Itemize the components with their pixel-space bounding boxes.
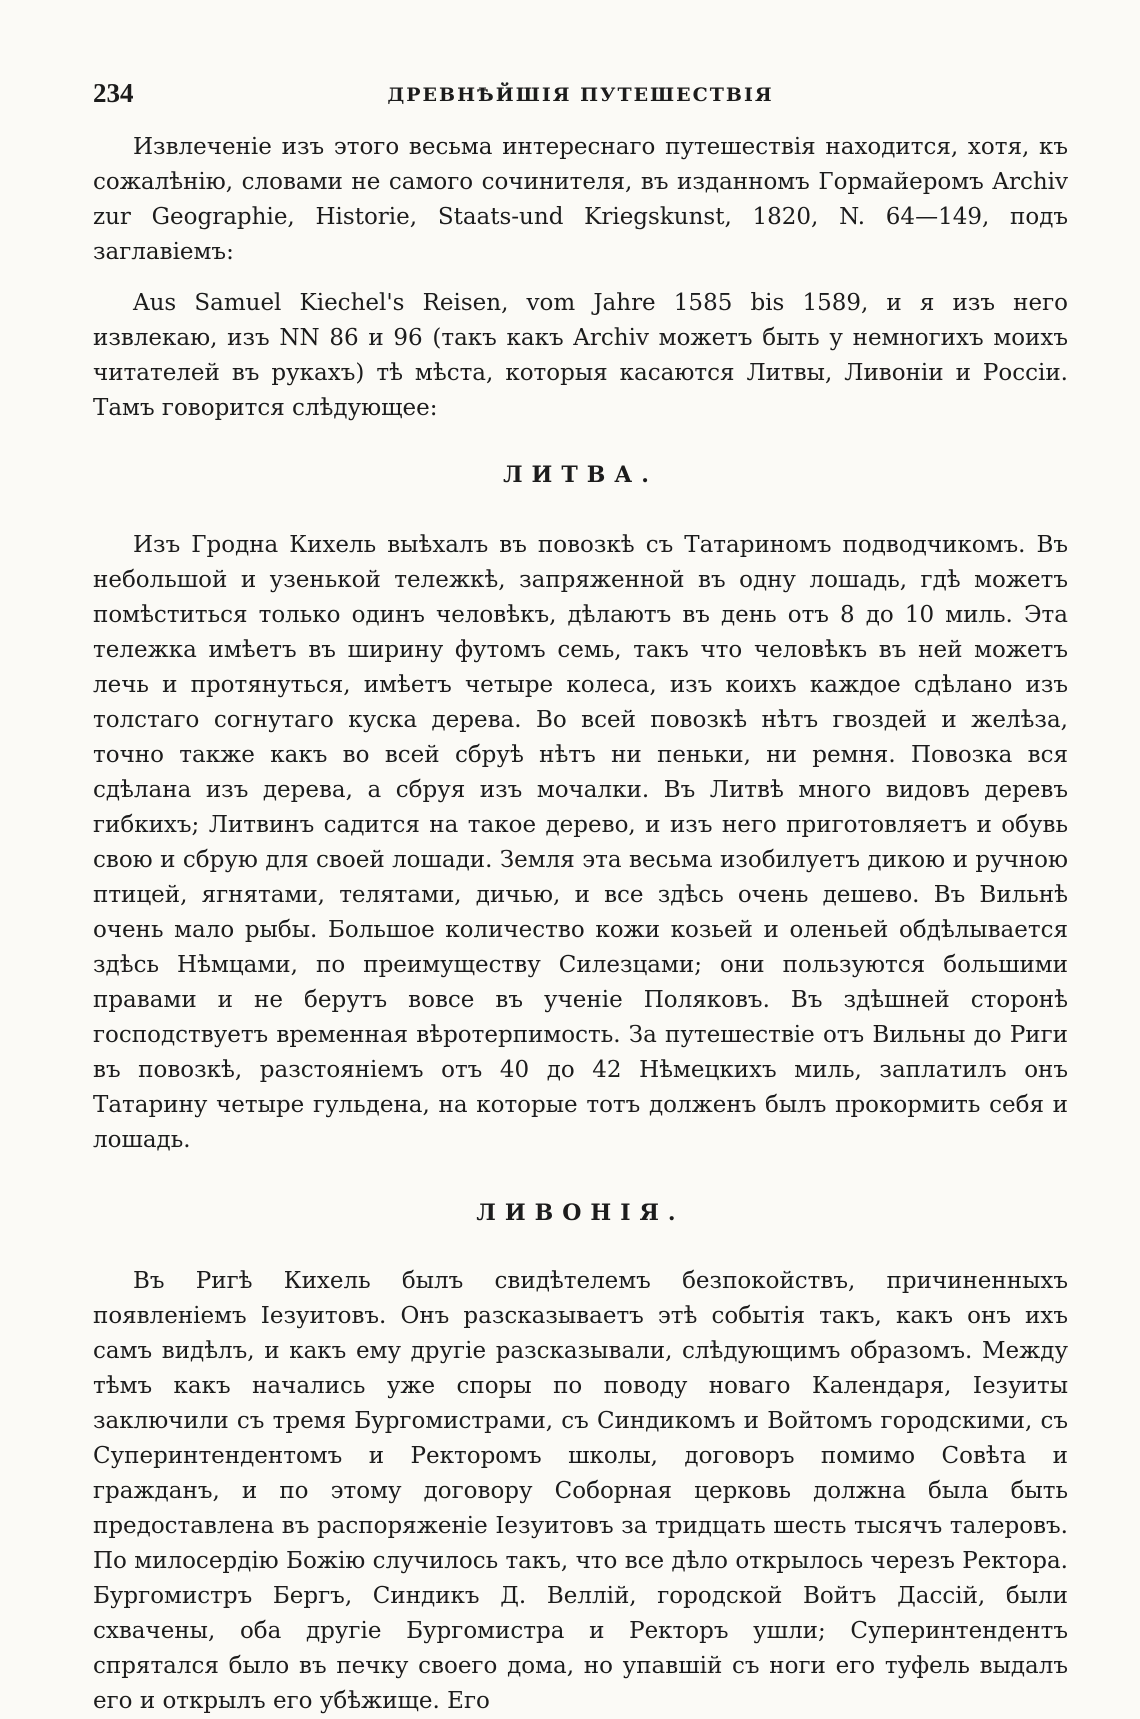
page-number: 234 (93, 78, 134, 108)
running-head (93, 60, 1068, 108)
book-page (93, 60, 1068, 1719)
section-heading-livonia: ЛИВОНIЯ. (476, 1200, 685, 1226)
running-title: ДРЕВНѢЙШIЯ ПУТЕШЕСТВIЯ (387, 84, 774, 106)
section-heading-lithuania: ЛИТВА. (503, 462, 658, 488)
intro-paragraph-2: Aus Samuel Kiechel's Reisen, vom Jahre 1585 bis 1589, и я изъ него извлекаю, изъ NN 86 и 96 (такъ какъ Archiv можетъ быть у немногихъ моихъ читателей въ рукахъ) тѣ мѣста, которыя касаются Литвы, Ливоніи и Россіи. Тамъ говорится слѣдующее: (93, 290, 1068, 421)
section-text-livonia: Въ Ригѣ Кихель былъ свидѣтелемъ безпокойствъ, причиненныхъ появленіемъ Іезуитовъ. Онъ разсказываетъ этѣ событія такъ, какъ онъ ихъ самъ видѣлъ, и какъ ему другіе разсказывали, слѣдующимъ образомъ. Между тѣмъ какъ начались уже споры по поводу новаго Календаря, Іезуиты заключили съ тремя Бургомистрами, съ Синдикомъ и Войтомъ городскими, съ Суперинтендентомъ и Ректоромъ школы, договоръ помимо Совѣта и гражданъ, и по этому договору Соборная церковь должна была быть предоставлена въ распоряженіе Іезуитовъ за тридцать шесть тысячъ талеровъ. По милосердію Божію случилось такъ, что все дѣло открылось черезъ Ректора. Бургомистръ Бергъ, Синдикъ Д. Веллій, городской Войтъ Дассій, были схвачены, оба другіе Бургомистра и Ректоръ ушли; Суперинтендентъ спрятался было въ печку своего дома, но упавшій съ ноги его туфель выдалъ его и открылъ его убѣжище. Его (93, 1268, 1068, 1714)
intro-paragraph-1: Извлеченіе изъ этого весьма интереснаго путешествія находится, хотя, къ сожалѣнію, словами не самого сочинителя, въ изданномъ Гормайеромъ Archiv zur Geographie, Historie, Staats-und Kriegskunst, 1820, N. 64—149, подъ заглавіемъ: (93, 134, 1068, 265)
section-text-lithuania: Изъ Гродна Кихель выѣхалъ въ повозкѣ съ Татариномъ подводчикомъ. Въ небольшой и узенькой тележкѣ, запряженной въ одну лошадь, гдѣ можетъ помѣститься только одинъ человѣкъ, дѣлаютъ въ день отъ 8 до 10 миль. Эта тележка имѣетъ въ ширину футомъ семь, такъ что человѣкъ въ ней можетъ лечь и протянуться, имѣетъ четыре колеса, изъ коихъ каждое сдѣлано изъ толстаго согнутаго куска дерева. Во всей повозкѣ нѣтъ гвоздей и желѣза, точно также какъ во всей сбруѣ нѣтъ ни пеньки, ни ремня. Повозка вся сдѣлана изъ дерева, а сбруя изъ мочалки. Въ Литвѣ много видовъ деревъ гибкихъ; Литвинъ садится на такое дерево, и изъ него приготовляетъ и обувь свою и сбрую для своей лошади. Земля эта весьма изобилуетъ дикою и ручною птицей, ягнятами, телятами, дичью, и все здѣсь очень дешево. Въ Вильнѣ очень мало рыбы. Большое количество кожи козьей и оленьей обдѣлывается здѣсь Нѣмцами, по преимуществу Силезцами; они пользуются большими правами и не берутъ вовсе въ ученіе Поляковъ. Въ здѣшней сторонѣ господствуетъ временная вѣротерпимость. За путешествіе отъ Вильны до Риги въ повозкѣ, разстояніемъ отъ 40 до 42 Нѣмецкихъ миль, заплатилъ онъ Татарину четыре гульдена, на которые тотъ долженъ былъ прокормить себя и лошадь. (93, 532, 1068, 1153)
